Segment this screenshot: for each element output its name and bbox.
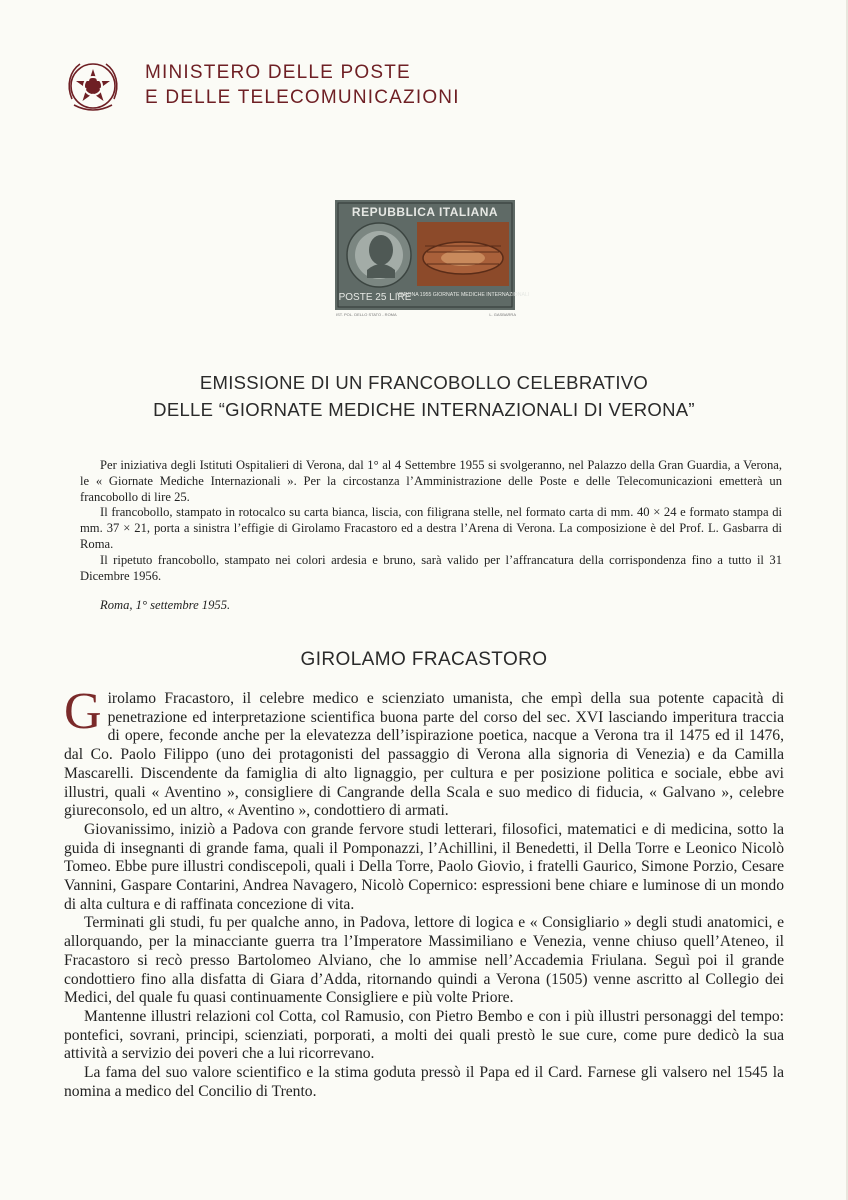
- notice-date: Roma, 1° settembre 1955.: [100, 598, 231, 613]
- ministry-heading: [145, 60, 460, 110]
- biography-paragraph: [64, 683, 784, 821]
- stamp-printer-left: IST. POL. DELLO STATO - ROMA: [336, 312, 397, 317]
- biography-title: GIROLAMO FRACASTORO: [300, 649, 548, 670]
- stamp-top-text: REPUBBLICA ITALIANA: [351, 205, 499, 219]
- emission-notice: [80, 458, 782, 614]
- biography-paragraph: Giovanissimo, iniziò a Padova con grande fervore studi letterari, filosofici, matematici e di medicina, sotto la guida di insegnanti di grande fama, quali il Pomponazzi, l’Achillini, il Benedetti, il Della Torre e Leonico Nicolò Tomeo. Ebbe pure illustri condiscepoli, quali i Della Torre, Paolo Giovio, i fratelli Gaurico, Simone Porzio, Cesare Vannini, Gaspare Contarini, Andrea Navagero, Nicolò Copernico: espressioni bene chiare e luminose di un mondo di alta cultura e di raffinata concezione di vita.: [64, 820, 784, 913]
- stamp-printer-right: L. GASBARRA: [489, 312, 516, 317]
- drop-cap: G: [64, 683, 102, 740]
- postage-stamp: [335, 200, 530, 310]
- notice-paragraph: Il francobollo, stampato in rotocalco su carta bianca, liscia, con filigrana stelle, nel formato carta di mm. 40 × 24 e formato stampa di mm. 37 × 21, porta a sinistra l’effigie di Girolamo Fracastoro ed a destra l’Arena di Verona. La composizione è del Prof. L. Gasbarra di Roma.: [80, 505, 782, 551]
- ministry-line-2: E DELLE TELECOMUNICAZIONI: [145, 87, 460, 108]
- biography-paragraph: Mantenne illustri relazioni col Cotta, col Ramusio, con Pietro Bembo e con i più illustri personaggi del tempo: pontefici, sovrani, principi, scienziati, porporati, a molti dei quali prestò le sue cure, come pure dedicò la sua attività a servizio dei poveri che a lui ricorrevano.: [64, 1007, 784, 1063]
- stamp-event-text: VERONA 1955 GIORNATE MEDICHE INTERNAZIONALI: [396, 292, 530, 298]
- biography-paragraph: Terminati gli studi, fu per qualche anno, in Padova, lettore di logica e « Consigliario » degli studi anatomici, e allorquando, per la minacciante guerra tra l’Imperatore Massimiliano e Venezia, venne chiuso quell’Ateneo, il Fracastoro si recò presso Bartolomeo Alviano, che lo ammise nell’Accademia Friulana. Seguì poi il grande condottiero fino alla disfatta di Giara d’Adda, ritornando quindi a Verona (1505) venne ascritto al Collegio dei Medici, del quale fu quasi continuamente Consigliere e più volte Priore.: [64, 914, 784, 1007]
- stamp-printer-credits: [336, 312, 516, 317]
- ministry-line-1: MINISTERO DELLE POSTE: [145, 62, 411, 83]
- stamp-value-text: POSTE 25 LIRE: [338, 292, 412, 303]
- biography-paragraph-text: irolamo Fracastoro, il celebre medico e scienziato umanista, che empì della sua potente capacità di penetrazione ed interpretazione scientifica buona parte del corso del sec. XVI lasciando imperitura traccia di opere, feconde anche per la elevatezza dell’ispirazione poetica, nacque a Verona tra il 1475 ed il 1476, dal Co. Paolo Filippo (uno dei protagonisti del passaggio di Verona alla signoria di Venezia) e da Camilla Mascarelli. Discendente da famiglia di alto lignaggio, per cultura e per posizione politica e sociale, ebbe avi illustri, quali « Aventino », consigliere di Cangrande della Scala e suo medico di fiducia, « Galvano », celebre giureconsolo, ed un altro, « Aventino », condottiero di armati.: [64, 690, 784, 820]
- notice-paragraph: Il ripetuto francobollo, stampato nei colori ardesia e bruno, sarà valido per l’affrancatura della corrispondenza fino a tutto il 31 Dicembre 1956.: [80, 552, 782, 583]
- biography-text: [64, 683, 784, 1101]
- biography-paragraph: La fama del suo valore scientifico e la stima goduta pressò il Papa ed il Card. Farnese gli valsero nel 1545 la nomina a medico del Concilio di Trento.: [64, 1064, 784, 1100]
- italian-republic-emblem-icon: [62, 55, 124, 117]
- emission-title-line-2: DELLE “GIORNATE MEDICHE INTERNAZIONALI DI VERONA”: [153, 399, 695, 420]
- notice-paragraph: Per iniziativa degli Istituti Ospitalieri di Verona, dal 1° al 4 Settembre 1955 si svolgeranno, nel Palazzo della Gran Guardia, a Verona, le « Giornate Mediche Internazionali ». Per la circostanza l’Amministrazione delle Poste e delle Telecomunicazioni emetterà un francobollo di lire 25.: [80, 458, 782, 504]
- emission-title-line-1: EMISSIONE DI UN FRANCOBOLLO CELEBRATIVO: [199, 372, 649, 393]
